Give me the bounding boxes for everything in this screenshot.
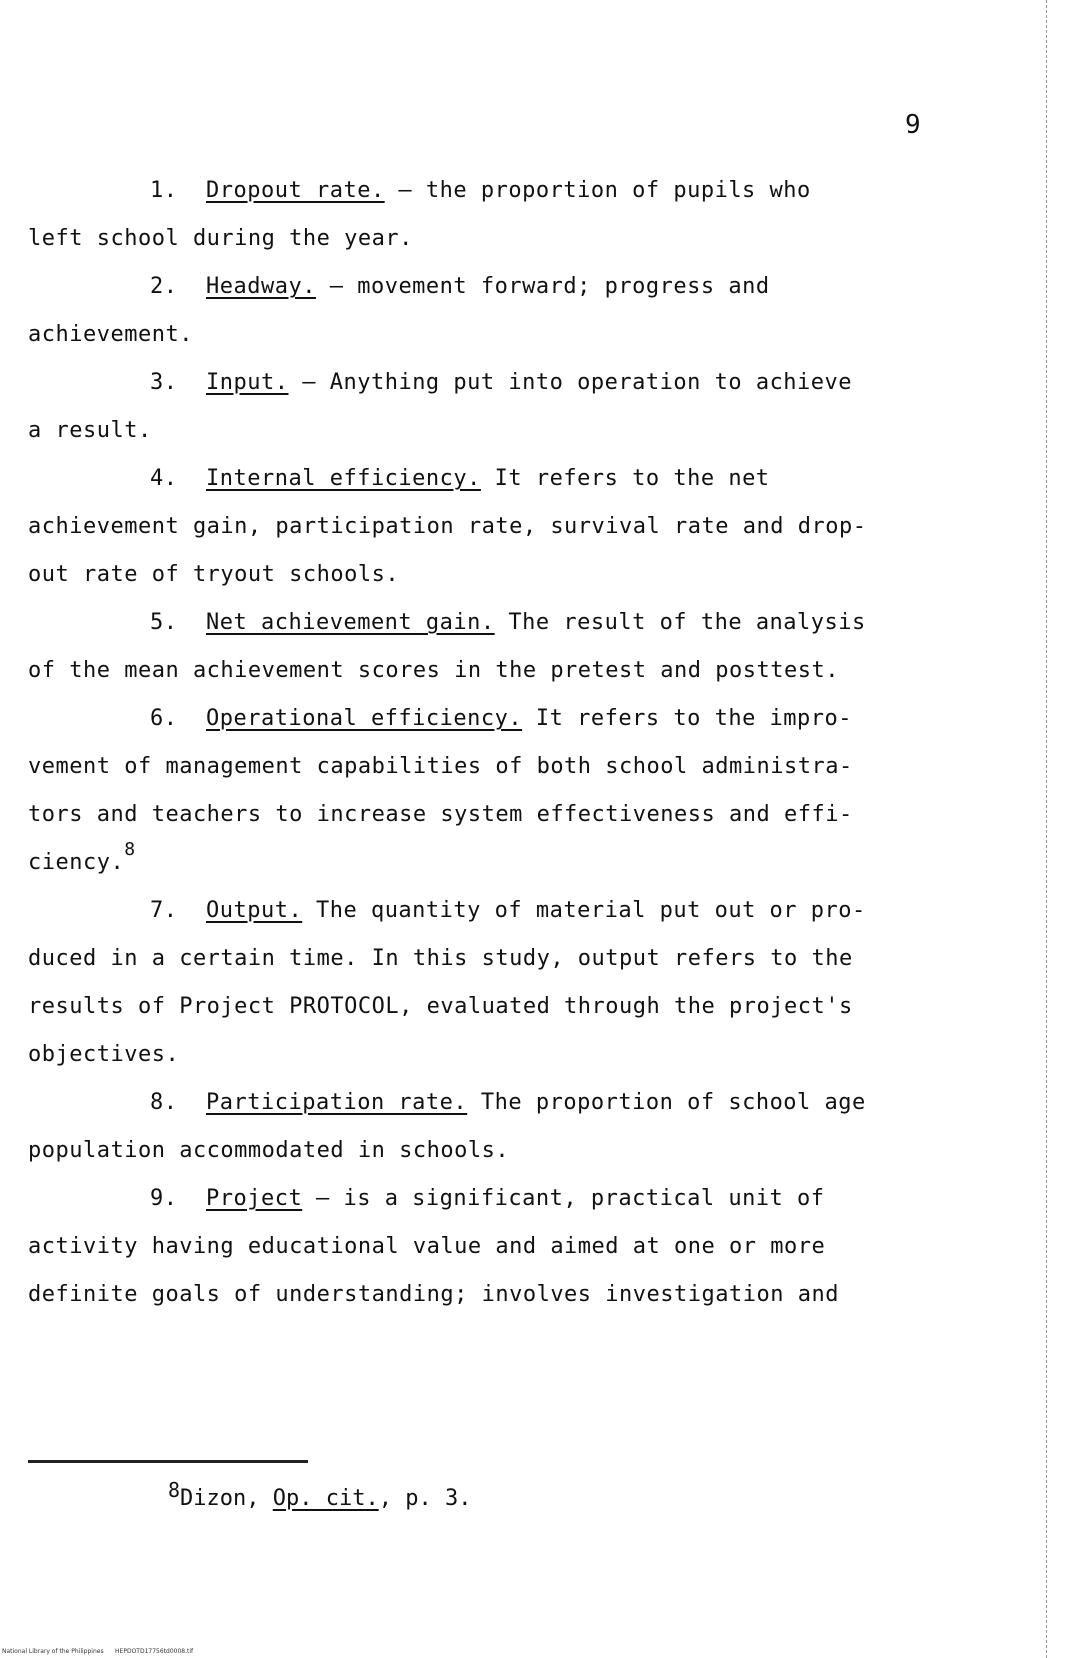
footnote-reference: 8 — [124, 839, 136, 860]
definition-3-line-1 — [150, 368, 852, 398]
footnote-page: , p. 3. — [378, 1486, 472, 1511]
footnote-author: Dizon, — [180, 1486, 273, 1511]
footnote-rule — [28, 1460, 308, 1463]
definition-text: — Anything put into operation to achieve — [288, 370, 853, 395]
definition-6-line-3: tors and teachers to increase system effectiveness and effi- — [28, 802, 853, 827]
archive-name: National Library of the Philippines — [2, 1648, 104, 1655]
definition-term: Input. — [206, 370, 289, 395]
definition-text: The result of the analysis — [494, 610, 866, 635]
definition-9-line-1 — [150, 1184, 825, 1214]
definition-text: — is a significant, practical unit of — [302, 1186, 825, 1211]
definition-1-line-2: left school during the year. — [28, 226, 413, 251]
definition-text: ciency. — [28, 850, 125, 875]
footnote-mark: 8 — [168, 1478, 181, 1502]
definition-number: 7. — [150, 898, 178, 923]
definition-number: 1. — [150, 178, 178, 203]
definition-2-line-2: achievement. — [28, 322, 193, 347]
definition-term: Internal efficiency. — [206, 466, 481, 491]
definition-6-line-2: vement of management capabilities of both school administra- — [28, 754, 853, 779]
definition-term: Dropout rate. — [206, 178, 385, 203]
definition-4-line-1 — [150, 464, 770, 494]
definition-9-line-2: activity having educational value and aimed at one or more — [28, 1234, 826, 1259]
definition-term: Project — [206, 1186, 303, 1211]
definition-text: — movement forward; progress and — [315, 274, 770, 299]
definition-term: Headway. — [206, 274, 316, 299]
footnote-opcit: Op. cit. — [272, 1486, 379, 1511]
definition-term: Net achievement gain. — [206, 610, 495, 635]
definition-5-line-2: of the mean achievement scores in the pretest and posttest. — [28, 658, 839, 683]
definition-5-line-1 — [150, 608, 866, 638]
footnote — [168, 1475, 471, 1514]
definition-7-line-1 — [150, 896, 866, 926]
definition-number: 2. — [150, 274, 178, 299]
definition-2-line-1 — [150, 272, 770, 302]
definition-number: 5. — [150, 610, 178, 635]
definition-term: Participation rate. — [206, 1090, 468, 1115]
archive-file: HEPDOTD17756td0008.tif — [115, 1648, 194, 1655]
definition-term: Output. — [206, 898, 303, 923]
definition-number: 6. — [150, 706, 178, 731]
definition-term: Operational efficiency. — [206, 706, 523, 731]
archive-footer — [2, 1648, 193, 1655]
definition-4-line-2: achievement gain, participation rate, survival rate and drop- — [28, 514, 867, 539]
definition-6-line-4 — [28, 839, 136, 878]
definition-7-line-3: results of Project PROTOCOL, evaluated through the project's — [28, 994, 853, 1019]
definition-7-line-4: objectives. — [28, 1042, 180, 1067]
definition-number: 4. — [150, 466, 178, 491]
definition-number: 3. — [150, 370, 178, 395]
scan-edge-line — [1046, 0, 1048, 1658]
definition-8-line-2: population accommodated in schools. — [28, 1138, 510, 1163]
definition-number: 9. — [150, 1186, 178, 1211]
definition-7-line-2: duced in a certain time. In this study, output refers to the — [28, 946, 853, 971]
definition-4-line-3: out rate of tryout schools. — [28, 562, 400, 587]
definition-1-line-1 — [150, 176, 811, 206]
definition-text: — the proportion of pupils who — [384, 178, 811, 203]
definition-8-line-1 — [150, 1088, 866, 1118]
definition-6-line-1 — [150, 704, 852, 734]
definition-9-line-3: definite goals of understanding; involves investigation and — [28, 1282, 839, 1307]
definition-3-line-2: a result. — [28, 418, 152, 443]
definition-number: 8. — [150, 1090, 178, 1115]
page-number: 9 — [905, 110, 921, 140]
definition-text: The quantity of material put out or pro- — [302, 898, 866, 923]
definition-text: It refers to the impro- — [522, 706, 853, 731]
definition-text: It refers to the net — [480, 466, 770, 491]
definition-text: The proportion of school age — [467, 1090, 866, 1115]
